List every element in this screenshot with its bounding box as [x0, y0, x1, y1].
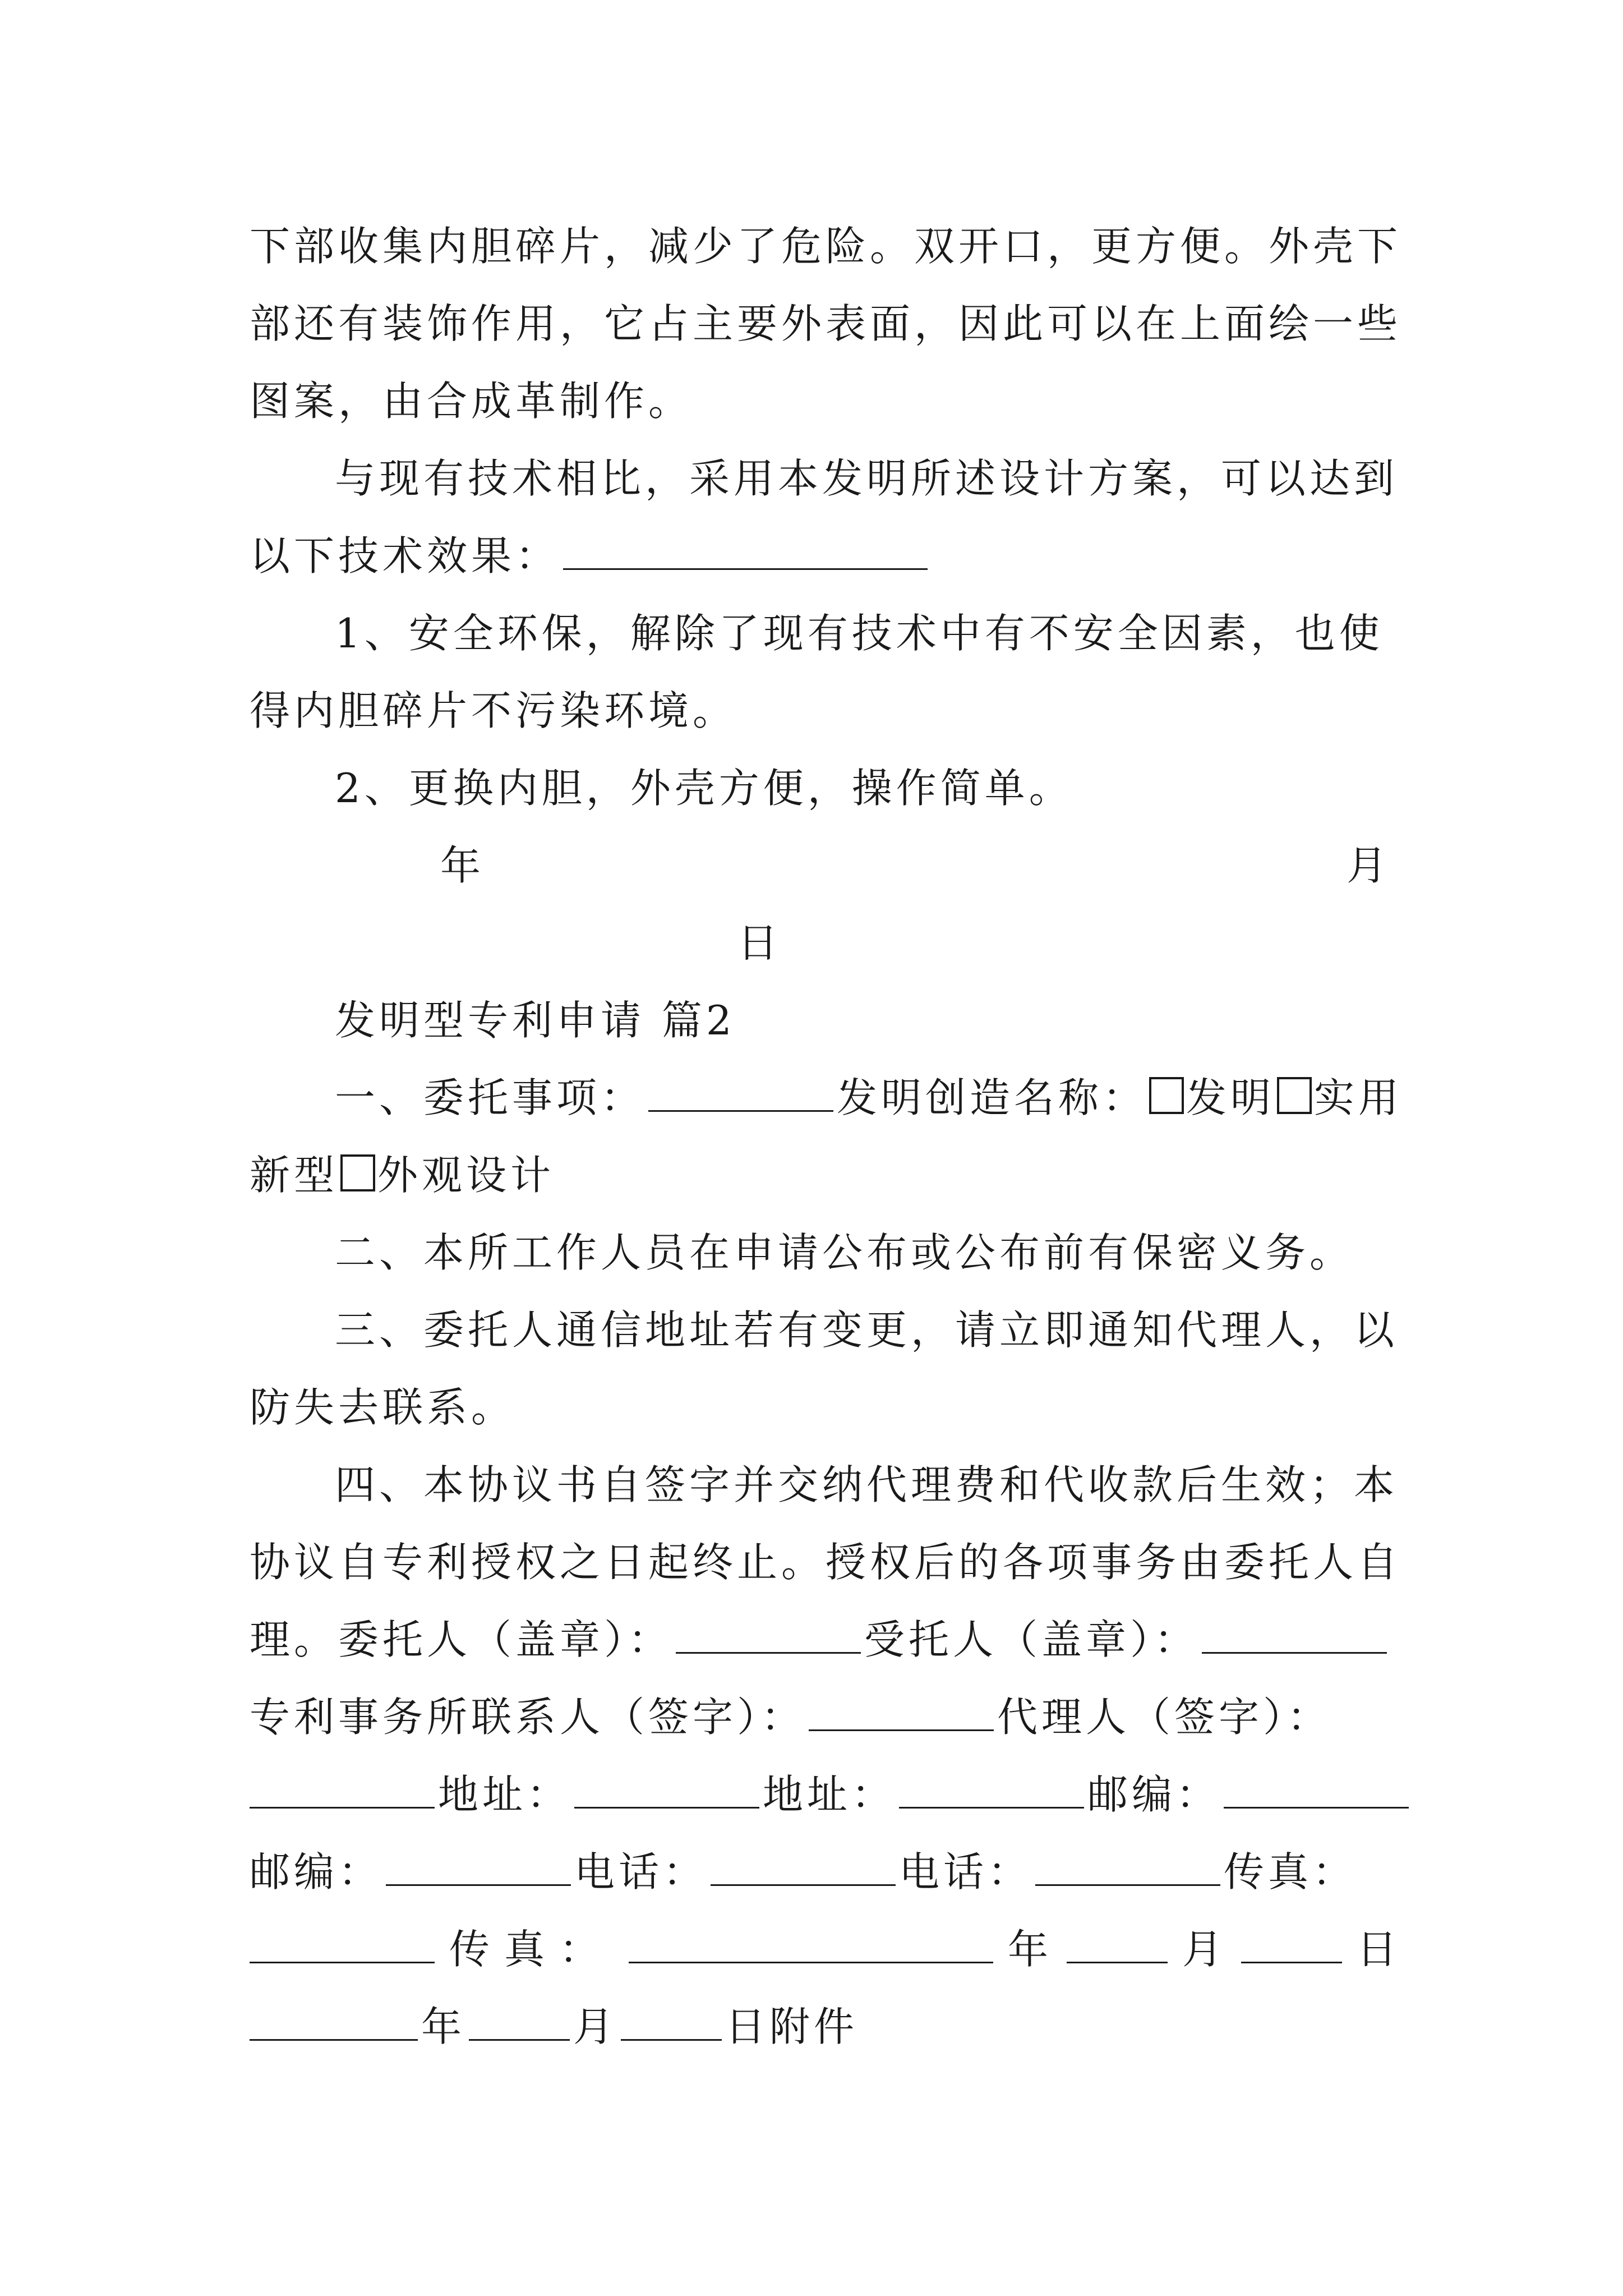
line-text: 以下技术效果： — [250, 532, 560, 579]
day-label: 日 — [737, 919, 782, 967]
paragraph-line — [250, 1137, 1391, 1214]
line-text: 传真： — [449, 1926, 615, 1973]
fill-blank — [1035, 1844, 1220, 1886]
paragraph-line — [250, 208, 1402, 285]
paragraph-line — [250, 1059, 1403, 1137]
paragraph-line — [250, 1678, 1391, 1756]
fill-blank — [1067, 1921, 1168, 1963]
fill-blank — [711, 1844, 896, 1886]
paragraph-line — [250, 595, 1391, 672]
paragraph-line — [250, 285, 1402, 362]
section-heading — [250, 982, 1391, 1059]
paragraph-line — [250, 1214, 1391, 1291]
line-text: 下部收集内胆碎片，减少了危险。双开口，更方便。外壳下 — [250, 223, 1402, 270]
checkbox-design[interactable] — [340, 1154, 375, 1191]
fill-blank — [250, 1921, 435, 1963]
line-text: 一、委托事项： — [335, 1074, 645, 1121]
fill-blank — [1224, 1766, 1409, 1809]
fill-blank — [574, 1766, 759, 1809]
paragraph-line — [250, 1911, 1401, 1988]
line-text: 2、更换内胆，外壳方便，操作简单。 — [335, 765, 1073, 812]
fill-blank — [1241, 1921, 1342, 1963]
line-text: 三、委托人通信地址若有变更，请立即通知代理人，以 — [335, 1306, 1399, 1354]
paragraph-line — [250, 1833, 1391, 1911]
paragraph-line — [250, 440, 1399, 517]
fill-blank — [621, 1999, 722, 2041]
paragraph-line — [250, 749, 1391, 827]
paragraph-line — [250, 1601, 1391, 1678]
line-text: 发明创造名称： — [837, 1074, 1147, 1121]
paragraph-line — [250, 1446, 1399, 1524]
line-text: 地址： — [438, 1771, 571, 1818]
line-text: 电话： — [574, 1848, 708, 1895]
paragraph-line — [250, 1756, 1391, 1833]
line-text: 理。委托人（盖章）： — [250, 1616, 673, 1663]
line-text: 受托人（盖章）： — [864, 1616, 1199, 1663]
paragraph-line — [250, 362, 1391, 440]
line-text: 得内胆碎片不污染环境。 — [250, 687, 737, 734]
paragraph-line — [250, 1291, 1399, 1369]
fill-blank — [250, 1999, 418, 2041]
line-text: 四、本协议书自签字并交纳代理费和代收款后生效；本 — [335, 1461, 1399, 1508]
line-text: 二、本所工作人员在申请公布或公布前有保密义务。 — [335, 1229, 1354, 1276]
option-label: 发明 — [1186, 1074, 1275, 1121]
fill-blank — [386, 1844, 571, 1886]
paragraph-line — [250, 1369, 1391, 1446]
line-text: 日 — [1357, 1926, 1401, 1973]
heading-text: 发明型专利申请 篇2 — [335, 997, 736, 1044]
fill-blank — [629, 1921, 993, 1963]
option-label: 新型 — [250, 1152, 339, 1199]
line-text: 年 — [1008, 1926, 1053, 1973]
month-label: 月 — [1346, 842, 1391, 889]
line-text: 1、安全环保，解除了现有技术中有不安全因素，也使 — [335, 610, 1384, 657]
checkbox-invention[interactable] — [1149, 1077, 1184, 1114]
paragraph-line — [250, 517, 1391, 595]
fill-blank — [469, 1999, 570, 2041]
date-line — [250, 827, 1391, 904]
line-text: 电话： — [899, 1848, 1032, 1895]
fill-blank — [648, 1070, 833, 1112]
line-text: 协议自专利授权之日起终止。授权后的各项事务由委托人自 — [250, 1539, 1402, 1586]
fill-blank — [676, 1612, 861, 1654]
fill-blank — [563, 528, 928, 570]
line-text: 与现有技术相比，采用本发明所述设计方案，可以达到 — [335, 455, 1399, 502]
line-text: 专利事务所联系人（签字）： — [250, 1694, 806, 1741]
line-text: 部还有装饰作用，它占主要外表面，因此可以在上面绘一些 — [250, 300, 1402, 347]
option-label: 实用 — [1314, 1074, 1403, 1121]
line-text: 图案，由合成革制作。 — [250, 378, 693, 425]
paragraph-line — [250, 1988, 1391, 2065]
fill-blank — [809, 1689, 994, 1731]
year-label: 年 — [440, 842, 485, 889]
line-text: 年 — [421, 2003, 466, 2050]
line-text: 代理人（签字）： — [997, 1694, 1332, 1741]
line-text: 邮编： — [250, 1848, 383, 1895]
line-text: 月 — [573, 2003, 618, 2050]
paragraph-line — [250, 672, 1391, 749]
date-line — [250, 904, 1391, 982]
checkbox-utility[interactable] — [1277, 1077, 1312, 1114]
fill-blank — [250, 1766, 435, 1809]
fill-blank — [1202, 1612, 1387, 1654]
line-text: 防失去联系。 — [250, 1384, 516, 1431]
fill-blank — [899, 1766, 1084, 1809]
line-text: 传真： — [1224, 1848, 1357, 1895]
option-label: 外观设计 — [377, 1152, 555, 1199]
line-text: 邮编： — [1087, 1771, 1221, 1818]
line-text: 地址： — [763, 1771, 896, 1818]
line-text: 月 — [1182, 1926, 1227, 1973]
paragraph-line — [250, 1524, 1402, 1601]
line-text: 日附件 — [725, 2003, 859, 2050]
